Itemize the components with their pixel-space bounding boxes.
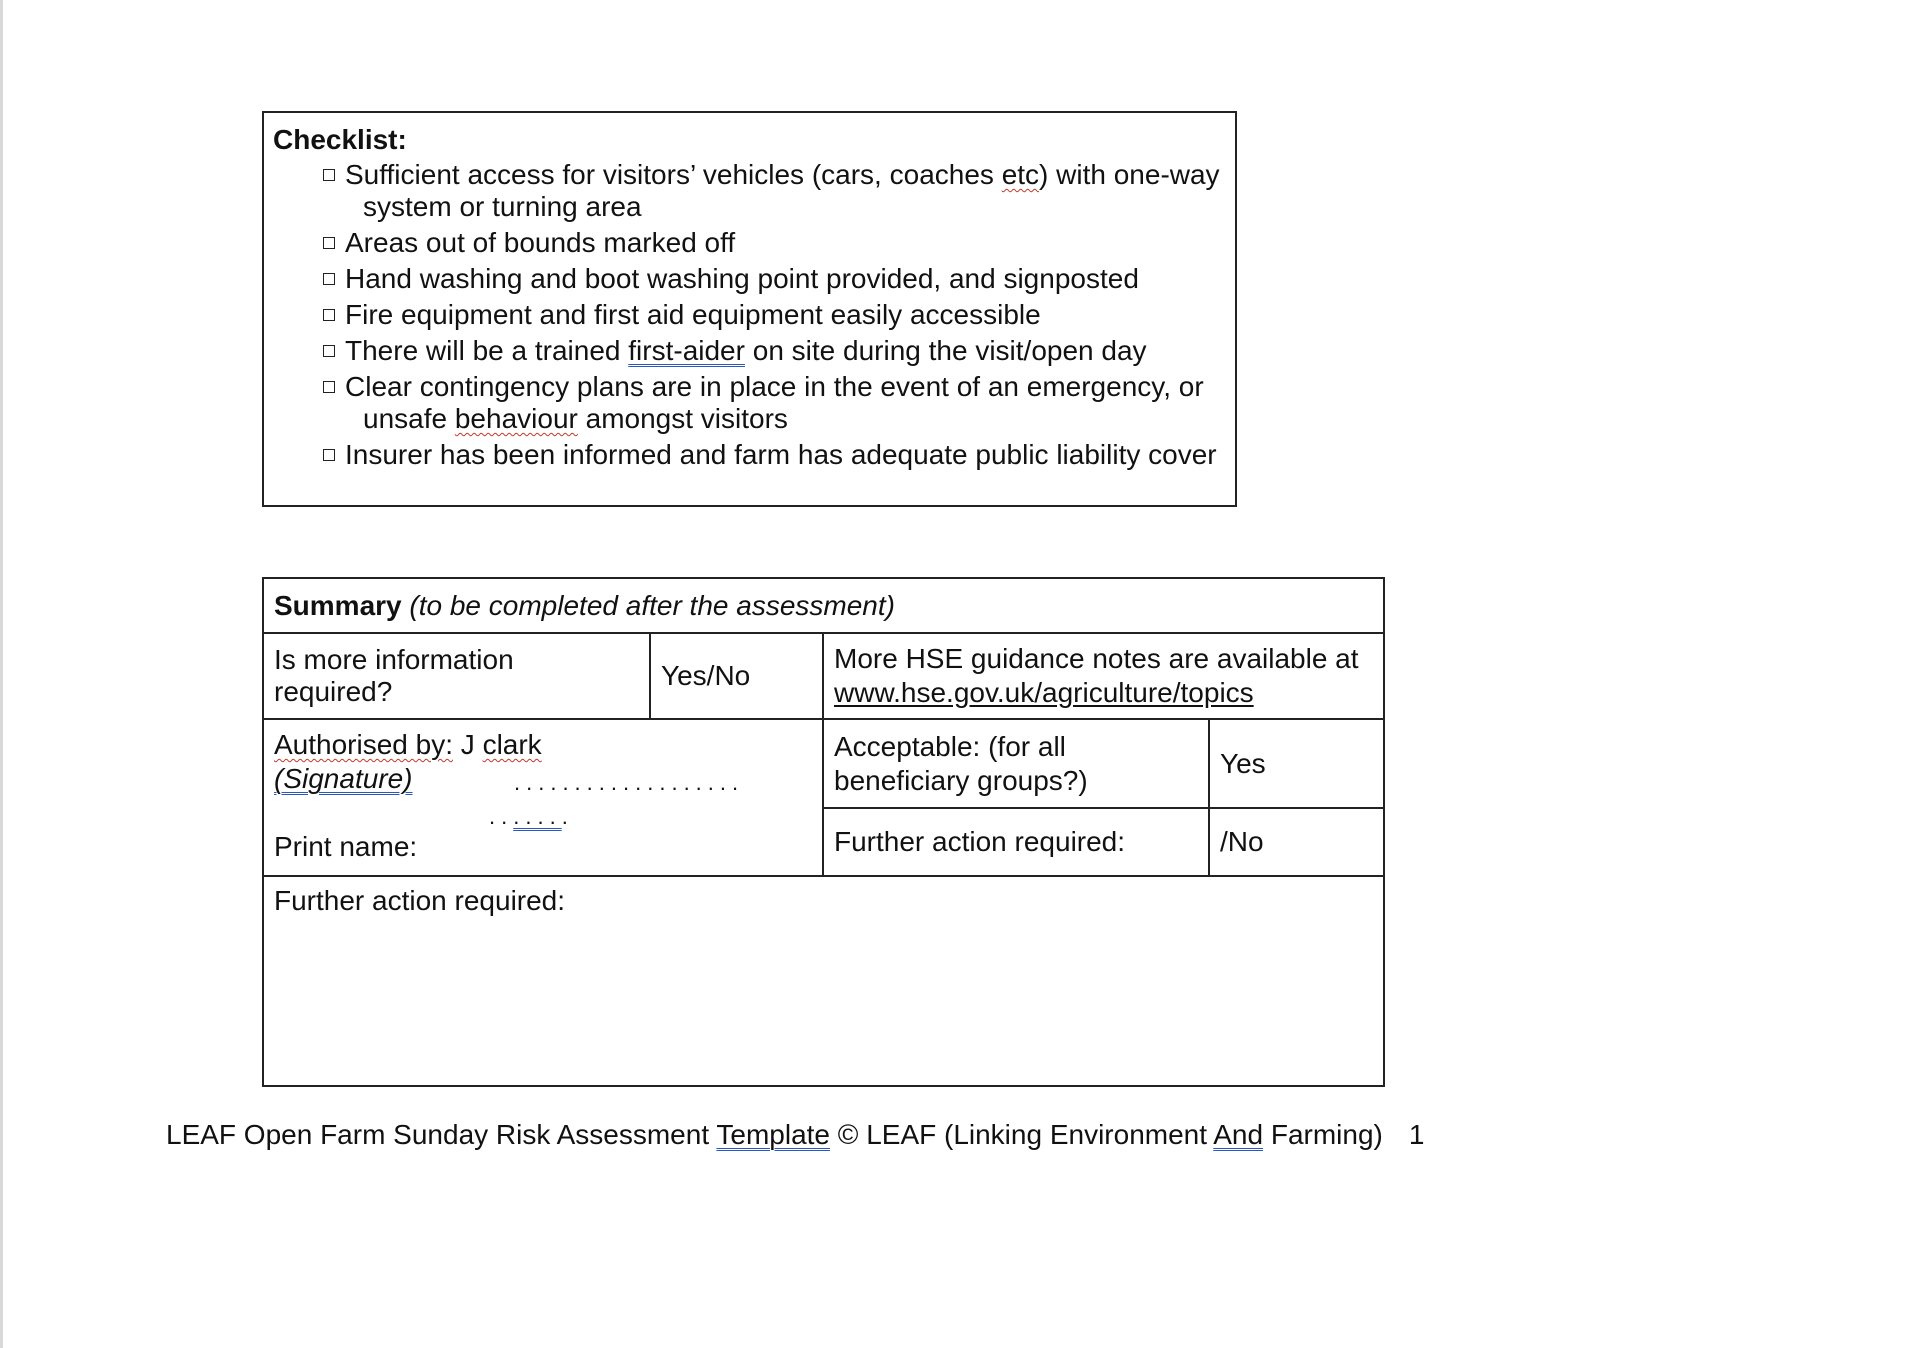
- acceptable-label-line1: Acceptable: (for all: [834, 730, 1066, 762]
- summary-info-row: [263, 633, 1384, 719]
- checkbox-icon[interactable]: [323, 273, 335, 285]
- hse-guidance-text: More HSE guidance notes are available at: [834, 643, 1359, 674]
- summary-header-row: [263, 578, 1384, 633]
- spelling-flag-word: behaviour: [454, 403, 578, 434]
- footer-copyright: © LEAF (Linking Environment: [830, 1119, 1214, 1150]
- signature-dots-flagged: ....: [513, 804, 562, 829]
- checklist-item-insurer: [323, 439, 1225, 471]
- authorised-cell[interactable]: [263, 719, 823, 876]
- spelling-flag-word: etc: [1001, 159, 1040, 190]
- checkbox-icon[interactable]: [323, 345, 335, 357]
- signature-dots: ...................: [514, 770, 745, 795]
- acceptable-value-cell[interactable]: Yes: [1209, 719, 1384, 808]
- summary-title-cell: [263, 578, 1384, 633]
- signature-dots-part: ..: [489, 804, 514, 829]
- footer-and-word: And: [1213, 1119, 1264, 1150]
- checklist-item-vehicle-access: [323, 159, 1225, 223]
- checklist-item-text: unsafe: [363, 403, 455, 434]
- checklist-item-text: There will be a trained: [345, 335, 629, 366]
- checklist-item-text: Insurer has been informed and farm has adequate public liability cover: [345, 439, 1217, 470]
- acceptable-label-cell: [823, 719, 1209, 808]
- checklist-box: [262, 111, 1237, 507]
- further-action-value-cell[interactable]: /No: [1209, 808, 1384, 876]
- checklist-title: Checklist:: [273, 124, 407, 155]
- checklist-item-text-line2: system or turning area: [363, 191, 642, 222]
- checkbox-icon[interactable]: [323, 449, 335, 461]
- checklist-item-out-of-bounds: [323, 227, 1225, 259]
- authorised-name: J: [453, 729, 483, 760]
- checklist-item-text: ) with one-way: [1039, 159, 1220, 190]
- signature-dots-continued: [489, 804, 574, 830]
- checkbox-icon[interactable]: [323, 237, 335, 249]
- authorised-name-flag: clark: [482, 729, 542, 760]
- hse-guidance-link[interactable]: www.hse.gov.uk/agriculture/topics: [834, 677, 1254, 708]
- further-action-label-cell: Further action required:: [823, 808, 1209, 876]
- page-number: 1: [1408, 1119, 1425, 1150]
- checklist-item-text: amongst visitors: [577, 403, 788, 434]
- checklist-item-hand-washing: [323, 263, 1225, 295]
- authorised-line: [274, 728, 812, 762]
- checklist-item-text: on site during the visit/open day: [744, 335, 1147, 366]
- page-footer: [166, 1115, 1424, 1155]
- acceptable-label-line2: beneficiary groups?): [834, 764, 1088, 796]
- summary-further-notes-row: [263, 876, 1384, 1086]
- summary-table: [262, 577, 1385, 1087]
- checklist-item-fire-equipment: [323, 299, 1225, 331]
- hse-guidance-cell: [823, 633, 1384, 719]
- footer-text-end: Farming): [1263, 1119, 1383, 1150]
- authorised-label: Authorised by:: [274, 729, 453, 760]
- checklist-list: [273, 159, 1225, 471]
- grammar-flag-word: first-aider: [628, 335, 745, 366]
- info-question-cell: Is more information required?: [263, 633, 650, 719]
- checklist-item-text: Fire equipment and first aid equipment easily accessible: [345, 299, 1041, 330]
- info-answer-cell[interactable]: Yes/No: [650, 633, 823, 719]
- summary-title: Summary: [274, 589, 402, 621]
- signature-dots-part: .: [561, 804, 574, 829]
- further-action-notes-cell[interactable]: Further action required:: [263, 876, 1384, 1086]
- print-name-label: Print name:: [274, 831, 418, 862]
- checklist-item-text: Sufficient access for visitors’ vehicles (cars, coaches: [345, 159, 1002, 190]
- checkbox-icon[interactable]: [323, 381, 335, 393]
- footer-template-word: Template: [716, 1119, 830, 1150]
- checklist-item-contingency-plans: [323, 371, 1225, 435]
- checkbox-icon[interactable]: [323, 309, 335, 321]
- checklist-item-first-aider: [323, 335, 1225, 367]
- checklist-item-text: Hand washing and boot washing point provided, and signposted: [345, 263, 1139, 294]
- checklist-item-text: Clear contingency plans are in place in the event of an emergency, or: [345, 371, 1204, 402]
- footer-text: LEAF Open Farm Sunday Risk Assessment: [166, 1119, 717, 1150]
- summary-authorised-row: [263, 719, 1384, 808]
- checklist-item-text-line2: [345, 403, 1225, 435]
- checkbox-icon[interactable]: [323, 169, 335, 181]
- page-left-edge: [0, 0, 3, 1348]
- summary-subtitle: (to be completed after the assessment): [401, 589, 895, 621]
- checklist-item-text: Areas out of bounds marked off: [345, 227, 736, 258]
- signature-label: (Signature): [274, 763, 413, 794]
